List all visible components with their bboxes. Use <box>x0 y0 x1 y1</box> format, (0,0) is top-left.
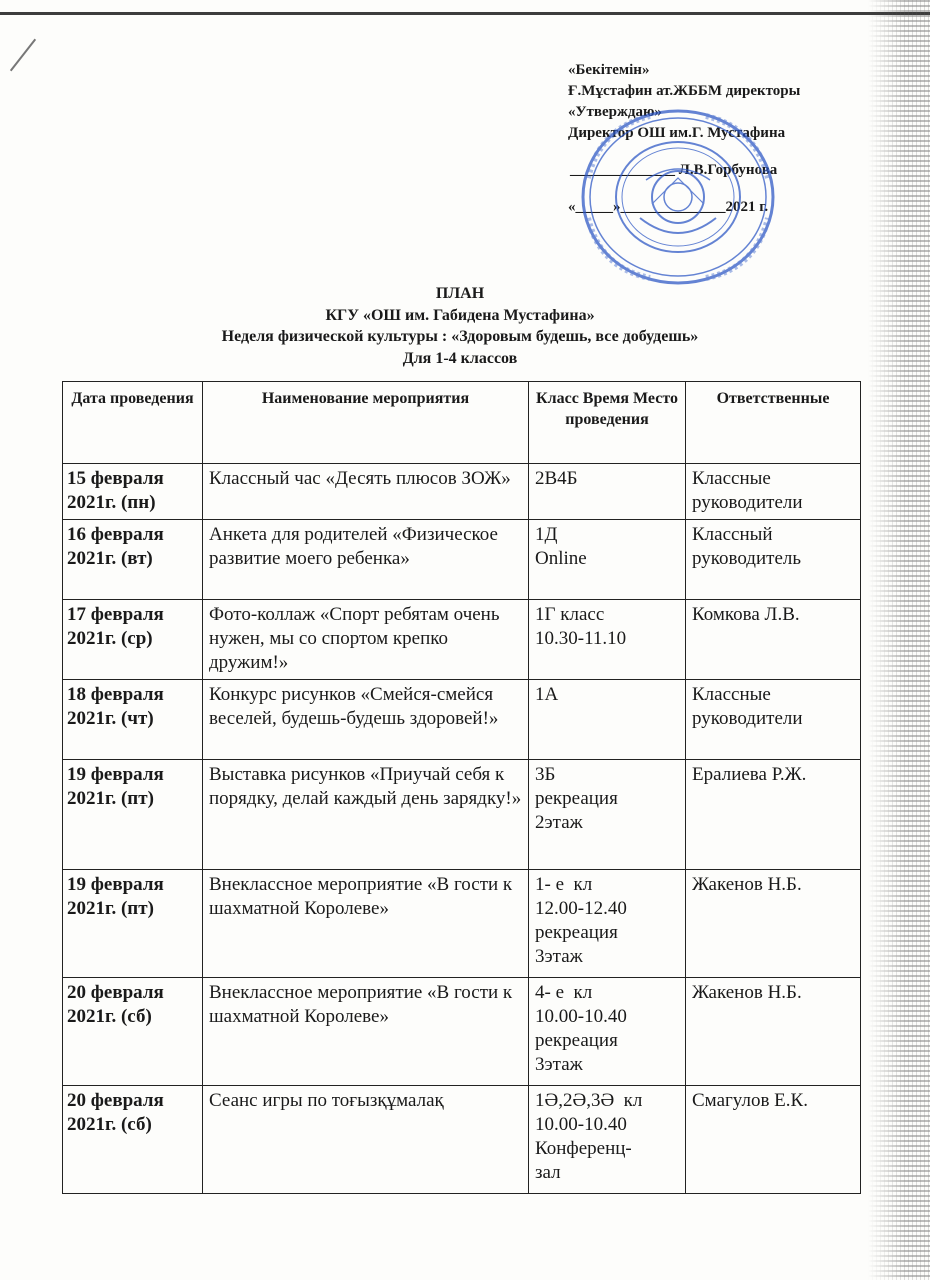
place-line: 10.00-10.40 <box>535 1006 627 1027</box>
place-cell <box>529 680 686 760</box>
approval-line: Директор ОШ им.Г. Мустафина <box>568 125 786 141</box>
place-line: зал <box>535 1162 561 1183</box>
place-line: рекреация <box>535 1030 618 1051</box>
approval-line: «_____»______________2021 г. <box>568 199 769 215</box>
approval-line: «Бекітемін» <box>568 62 650 78</box>
place-cell <box>529 978 686 1086</box>
event-cell: Внеклассное мероприятие «В гости к шахматной Королеве» <box>203 870 529 978</box>
table-row <box>63 978 861 1086</box>
place-line: 3этаж <box>535 946 583 967</box>
table-row <box>63 600 861 680</box>
place-line: 1Ә,2Ә,3Ә кл <box>535 1090 643 1111</box>
date-cell: 17 февраля 2021г. (ср) <box>63 600 203 680</box>
place-cell <box>529 600 686 680</box>
event-cell: Фото-коллаж «Спорт ребятам очень нужен, мы со спортом крепко дружим!» <box>203 600 529 680</box>
approval-line: Ғ.Мұстафин ат.ЖББМ директоры <box>568 83 801 99</box>
place-cell <box>529 520 686 600</box>
responsible-cell: Жакенов Н.Б. <box>686 870 861 978</box>
place-line: 1А <box>535 684 559 705</box>
responsible-cell: Классные руководители <box>686 680 861 760</box>
place-line: 3Б <box>535 764 556 785</box>
title-event-week: Неделя физической культуры : «Здоровым будешь, все добудешь» <box>221 328 699 345</box>
place-line: 1Д <box>535 524 558 545</box>
approval-line: ______________ Л.В.Горбунова <box>570 162 778 178</box>
place-line: 1- е кл <box>535 874 593 895</box>
date-cell: 20 февраля 2021г. (сб) <box>63 1086 203 1194</box>
event-cell: Сеанс игры по тоғызқұмалақ <box>203 1086 529 1194</box>
place-cell <box>529 760 686 870</box>
approval-line: «Утверждаю» <box>568 104 662 120</box>
event-cell: Классный час «Десять плюсов ЗОЖ» <box>203 464 529 520</box>
header-responsible: Ответственные <box>686 382 861 464</box>
place-line: 10.00-10.40 <box>535 1114 627 1135</box>
seal-stamp-icon <box>580 108 776 286</box>
title-grades: Для 1-4 классов <box>402 349 518 367</box>
place-cell <box>529 1086 686 1194</box>
date-cell: 19 февраля 2021г. (пт) <box>63 760 203 870</box>
date-cell: 15 февраля 2021г. (пн) <box>63 464 203 520</box>
place-line: рекреация <box>535 788 618 809</box>
place-line: 2этаж <box>535 812 583 833</box>
table-header-row <box>63 382 861 464</box>
responsible-cell: Классные руководители <box>686 464 861 520</box>
date-cell: 20 февраля 2021г. (сб) <box>63 978 203 1086</box>
responsible-cell: Смагулов Е.К. <box>686 1086 861 1194</box>
table-row <box>63 520 861 600</box>
place-line: рекреация <box>535 922 618 943</box>
date-cell: 18 февраля 2021г. (чт) <box>63 680 203 760</box>
place-line: 1Г класс <box>535 604 605 625</box>
place-line: 3этаж <box>535 1054 583 1075</box>
pen-mark <box>10 39 36 72</box>
event-cell: Внеклассное мероприятие «В гости к шахматной Королеве» <box>203 978 529 1086</box>
title-plan: ПЛАН <box>435 285 485 302</box>
header-date: Дата проведения <box>63 382 203 464</box>
header-event: Наименование мероприятия <box>203 382 529 464</box>
table-row <box>63 760 861 870</box>
event-cell: Конкурс рисунков «Смейся-смейся веселей, будешь-будешь здоровей!» <box>203 680 529 760</box>
date-cell: 19 февраля 2021г. (пт) <box>63 870 203 978</box>
table-row <box>63 680 861 760</box>
scan-edge-noise <box>868 0 930 1280</box>
event-cell: Анкета для родителей «Физическое развитие моего ребенка» <box>203 520 529 600</box>
place-line: Конференц- <box>535 1138 632 1159</box>
place-cell <box>529 464 686 520</box>
header-class-time-place: Класс Время Место проведения <box>529 382 686 464</box>
date-cell: 16 февраля 2021г. (вт) <box>63 520 203 600</box>
plan-table <box>62 381 861 1194</box>
table-row <box>63 1086 861 1194</box>
table-row <box>63 870 861 978</box>
place-line: 2В4Б <box>535 468 578 489</box>
place-line: 12.00-12.40 <box>535 898 627 919</box>
document-title <box>60 283 860 369</box>
place-line: 4- е кл <box>535 982 593 1003</box>
responsible-cell: Классный руководитель <box>686 520 861 600</box>
place-line: Online <box>535 548 587 569</box>
responsible-cell: Жакенов Н.Б. <box>686 978 861 1086</box>
responsible-cell: Комкова Л.В. <box>686 600 861 680</box>
place-line: 10.30-11.10 <box>535 628 627 649</box>
responsible-cell: Ералиева Р.Ж. <box>686 760 861 870</box>
table-row <box>63 464 861 520</box>
place-cell <box>529 870 686 978</box>
scan-top-border <box>0 12 930 15</box>
event-cell: Выставка рисунков «Приучай себя к порядку, делай каждый день зарядку!» <box>203 760 529 870</box>
title-school: КГУ «ОШ им. Габидена Мустафина» <box>325 306 595 324</box>
